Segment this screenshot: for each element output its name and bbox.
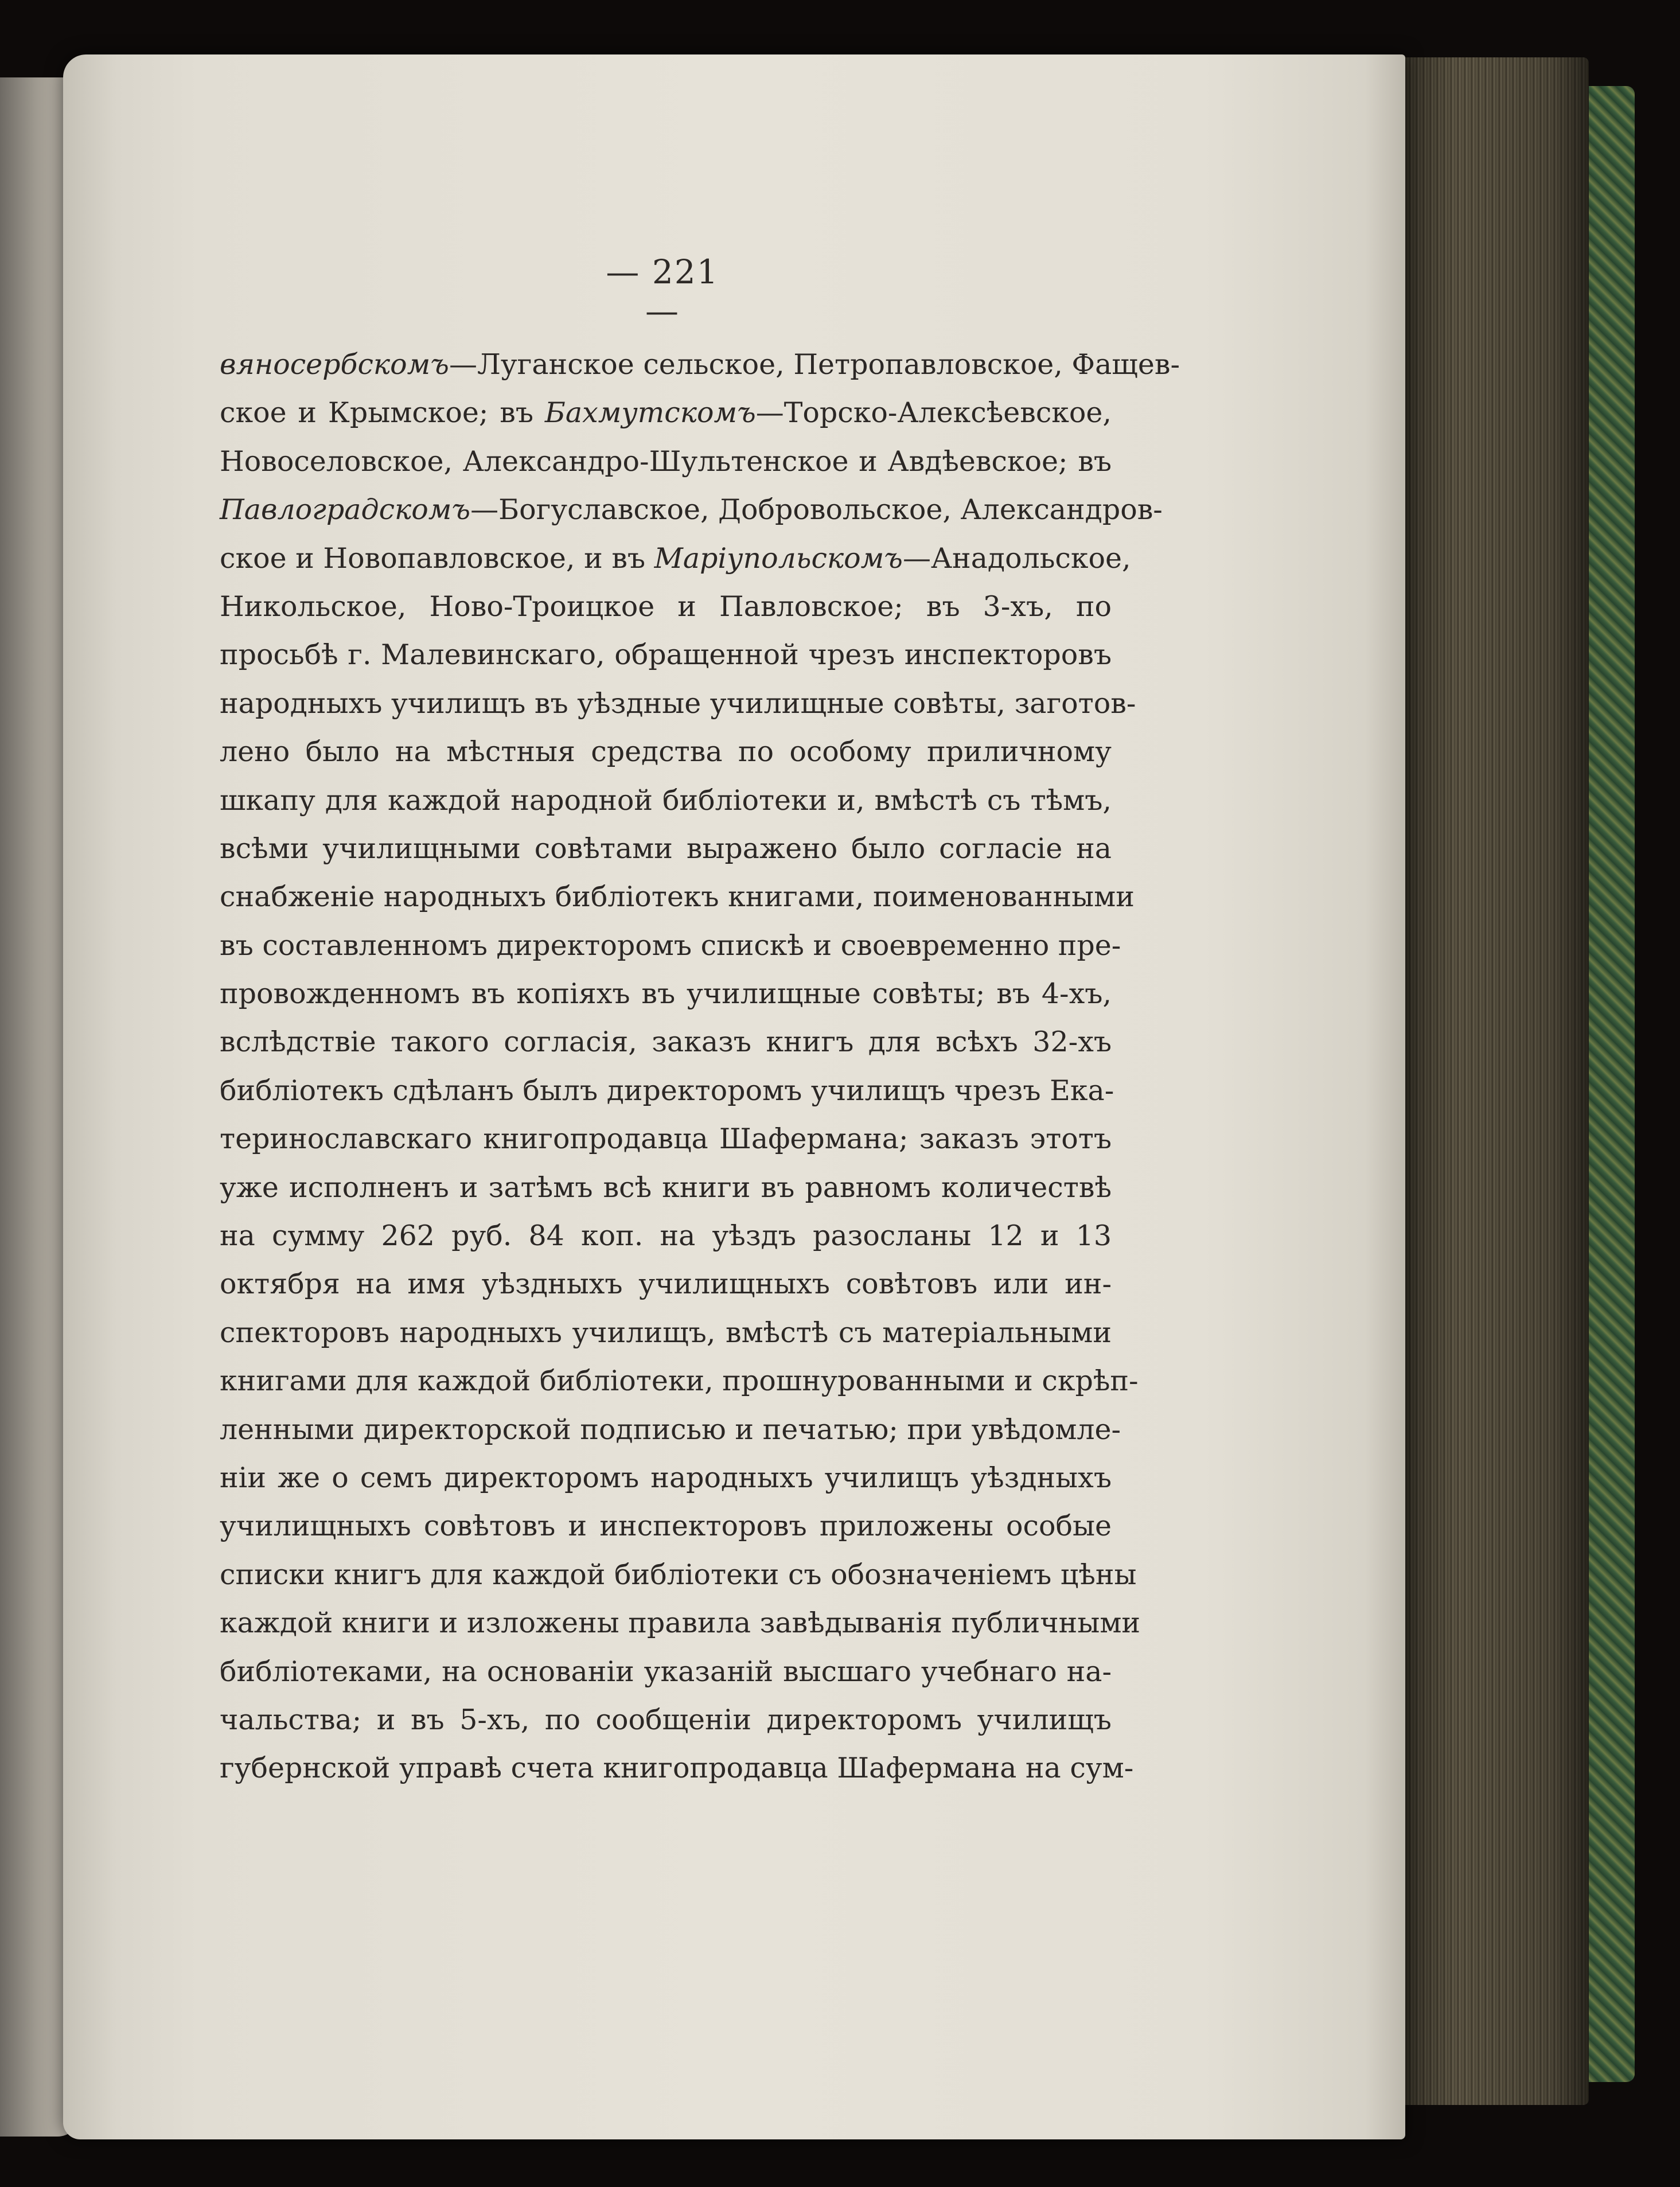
text-segment: всѣми училищными совѣтами выражено было согласіе на [220,832,1112,865]
text-line [220,1406,1121,1454]
text-segment: Никольское, Ново-Троицкое и Павловское; въ 3-хъ, по [220,590,1112,623]
text-segment: просьбѣ г. Малевинскаго, обращенной чрезъ инспекторовъ [220,638,1112,672]
text-segment: октября на имя уѣздныхъ училищныхъ совѣтовъ или ин- [220,1268,1112,1301]
text-segment: народныхъ училищъ въ уѣздные училищные совѣты, заготов- [220,687,1136,720]
text-line [220,825,1112,873]
page-number: — 221 — [606,252,719,330]
text-segment: —Богуславское, Добровольское, Александров- [470,493,1163,527]
text-line [220,631,1112,679]
text-segment: шкапу для каждой народной библіотеки и, вмѣстѣ съ тѣмъ, [220,783,1112,817]
text-line [220,728,1112,776]
text-line [220,1115,1112,1163]
text-line [220,389,1112,437]
text-segment: училищныхъ совѣтовъ и инспекторовъ приложены особые [220,1510,1112,1543]
text-segment: ское и Новопавловское, и въ [220,541,654,575]
text-segment: ленными директорской подписью и печатью; при увѣдомле- [220,1413,1121,1446]
text-line [220,1454,1112,1502]
text-segment: каждой книги и изложены правила завѣдыванія публичными [220,1607,1141,1640]
text-segment: Новоселовское, Александро-Шультенское и Авдѣевское; въ [220,445,1112,478]
text-segment: книгами для каждой библіотеки, прошнурованными и скрѣп- [220,1365,1139,1398]
text-segment: на сумму 262 руб. 84 коп. на уѣздъ разосланы 12 и 13 [220,1219,1112,1253]
text-line [220,1067,1112,1115]
text-line [220,1696,1112,1744]
text-line [220,1357,1139,1405]
text-segment: снабженіе народныхъ библіотекъ книгами, поименованными [220,880,1135,914]
text-segment: библіотеками, на основаніи указаній высшаго учебнаго на- [220,1655,1112,1688]
body-text [220,341,1180,1793]
text-line [220,680,1136,728]
text-line [220,1599,1141,1647]
text-line [220,777,1112,825]
text-segment: провожденномъ въ копіяхъ въ училищные совѣты; въ 4-хъ, [220,977,1112,1011]
text-line [220,1309,1112,1357]
text-segment: губернской управѣ счета книгопродавца Шафермана на сум- [220,1752,1134,1785]
book-cover-edge [1583,86,1635,2082]
text-line [220,486,1163,534]
text-segment: —Луганское сельское, Петропавловское, Фащев- [449,348,1180,381]
text-line [220,1502,1112,1550]
text-segment: ское и Крымское; въ [220,396,545,430]
text-line [220,438,1112,486]
text-segment: чальства; и въ 5-хъ, по сообщеніи директоромъ училищъ [220,1703,1112,1736]
text-segment: вслѣдствіе такого согласія, заказъ книгъ для всѣхъ 32-хъ [220,1026,1112,1059]
text-segment: въ составленномъ директоромъ спискѣ и своевременно пре- [220,929,1121,962]
italic-place-name: Маріупольскомъ [654,541,903,575]
text-segment: теринославскаго книгопродавца Шафермана; заказъ этотъ [220,1122,1112,1156]
text-segment: —Анадольское, [902,541,1131,575]
italic-place-name: Бахмутскомъ [544,396,756,430]
text-line [220,1260,1112,1308]
italic-place-name: вяносербскомъ [220,348,449,381]
text-line [220,1744,1134,1792]
text-line [220,535,1131,583]
text-line [220,583,1112,631]
italic-place-name: Павлоградскомъ [220,493,471,527]
text-segment: ніи же о семъ директоромъ народныхъ училищъ уѣздныхъ [220,1461,1112,1494]
text-line [220,873,1135,921]
text-line [220,1212,1112,1260]
text-line [220,922,1121,970]
text-segment: списки книгъ для каждой библіотеки съ обозначеніемъ цѣны [220,1558,1137,1591]
text-line [220,1164,1112,1212]
text-segment: —Торско-Алексѣевское, [755,396,1112,430]
text-line [220,1018,1112,1066]
text-segment: библіотекъ сдѣланъ былъ директоромъ училищъ чрезъ Ека- [220,1074,1114,1107]
text-segment: лено было на мѣстныя средства по особому приличному [220,735,1112,769]
text-line [220,1648,1112,1696]
text-line [220,1551,1137,1599]
text-segment: уже исполненъ и затѣмъ всѣ книги въ равномъ количествѣ [220,1171,1112,1204]
text-segment: спекторовъ народныхъ училищъ, вмѣстѣ съ матеріальными [220,1316,1112,1349]
page-block-edges [1400,57,1589,2105]
text-line [220,341,1180,389]
text-line [220,970,1112,1018]
